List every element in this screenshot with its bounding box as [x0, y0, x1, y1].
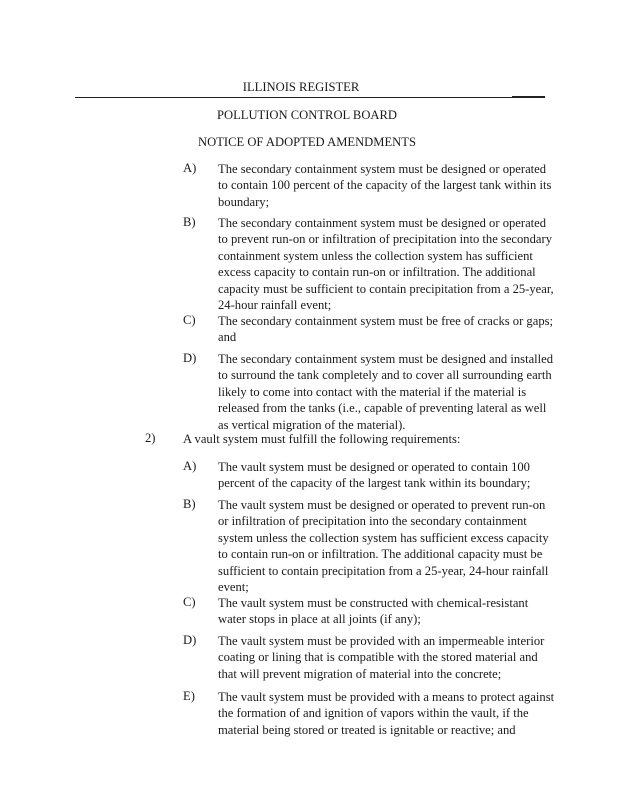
item-label: C): [183, 595, 196, 609]
text-line: The vault system must be provided with an impermeable interior: [218, 634, 545, 648]
text-line: to contain 100 percent of the capacity of the largest tank within its: [218, 178, 552, 193]
text-line: or infiltration of precipitation into the secondary containment: [218, 514, 527, 529]
text-line: The vault system must be designed or operated to contain 100: [218, 460, 530, 474]
text-line: sufficient to contain precipitation from a 25-year, 24-hour rainfall: [218, 563, 549, 578]
text-line: to contain run-on or infiltration. The additional capacity must be: [218, 547, 543, 562]
board-name: POLLUTION CONTROL BOARD: [216, 108, 398, 122]
item-text: [183, 431, 460, 447]
text-line: The secondary containment system must be designed and installed: [218, 352, 554, 366]
item-label: B): [183, 497, 196, 511]
text-line: that will prevent migration of material into the concrete;: [218, 666, 502, 681]
item-text: [218, 689, 554, 738]
item-text: [218, 595, 528, 628]
item-label: A): [183, 161, 197, 175]
notice-title: NOTICE OF ADOPTED AMENDMENTS: [198, 135, 416, 149]
text-line: event;: [218, 580, 249, 595]
item-label: 2): [145, 431, 156, 445]
text-line: the formation of and ignition of vapors within the vault, if the: [218, 706, 529, 721]
text-line: containment system unless the collection system has sufficient: [218, 248, 533, 263]
item-label: B): [183, 215, 196, 229]
text-line: to surround the tank completely and to cover all surrounding earth: [218, 368, 552, 383]
text-line: material being stored or treated is ignitable or reactive; and: [218, 722, 516, 737]
text-line: to prevent run-on or infiltration of precipitation into the secondary: [218, 232, 552, 247]
text-line: A vault system must fulfill the following requirements:: [183, 432, 461, 446]
item-text: [218, 161, 551, 210]
text-line: The vault system must be designed or operated to prevent run-on: [218, 498, 546, 512]
text-line: and: [218, 330, 237, 345]
item-text: [218, 351, 553, 433]
text-line: The secondary containment system must be designed or operated: [218, 216, 547, 230]
item-text: [218, 497, 549, 595]
item-label: E): [183, 689, 195, 703]
text-line: capacity must be sufficient to contain precipitation from a 25-year,: [218, 281, 554, 296]
text-line: The vault system must be constructed with chemical-resistant: [218, 596, 529, 610]
text-line: as vertical migration of the material).: [218, 417, 406, 432]
text-line: The secondary containment system must be designed or operated: [218, 162, 547, 176]
text-line: likely to come into contact with the material if the material is: [218, 384, 527, 399]
item-label: D): [183, 351, 197, 365]
item-text: [218, 313, 553, 346]
text-line: water stops in place at all joints (if any);: [218, 612, 421, 627]
text-line: 24-hour rainfall event;: [218, 298, 332, 313]
header-rule: [75, 97, 543, 98]
text-line: boundary;: [218, 194, 270, 209]
item-label: D): [183, 633, 197, 647]
item-text: [218, 633, 544, 682]
text-line: system unless the collection system has sufficient excess capacity: [218, 530, 549, 545]
text-line: coating or lining that is compatible with the stored material and: [218, 650, 538, 665]
text-line: excess capacity to contain run-on or infiltration. The additional: [218, 265, 536, 280]
text-line: percent of the capacity of the largest tank within its boundary;: [218, 476, 531, 491]
text-line: The vault system must be provided with a means to protect against: [218, 690, 555, 704]
text-line: The secondary containment system must be free of cracks or gaps;: [218, 314, 554, 328]
item-text: [218, 215, 554, 313]
text-line: released from the tanks (i.e., capable of preventing lateral as well: [218, 401, 547, 416]
register-title: ILLINOIS REGISTER: [242, 80, 360, 94]
item-text: [218, 459, 530, 492]
item-label: C): [183, 313, 196, 327]
item-label: A): [183, 459, 197, 473]
header-rule-thick: [512, 96, 545, 98]
